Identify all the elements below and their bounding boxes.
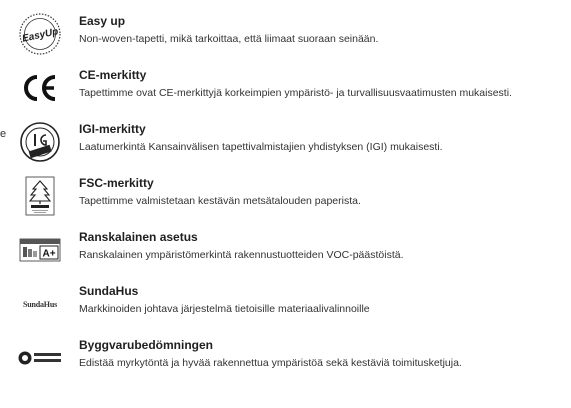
certification-item-fsc [18,174,563,228]
certification-item-ce [18,66,563,120]
certification-item-french-regulation [18,228,563,282]
byggvarubedomningen-logo-icon [18,336,62,380]
certification-title: FSC-merkitty [79,176,154,190]
certification-description: Tapettimme ovat CE-merkittyjä korkeimpien ympäristö- ja turvallisuusvaatimusten mukaisesti. [79,87,512,99]
certification-item-byggvarubedomningen [18,336,563,390]
easyup-logo-icon [18,12,62,56]
certification-description: Tapettimme valmistetaan kestävän metsätalouden paperista. [79,195,361,207]
sundahus-logo-icon [18,282,62,326]
french-voc-a-plus-label-icon [18,228,62,272]
a-plus-label-text: A+ [42,248,56,260]
certification-description: Ranskalainen ympäristömerkintä rakennustuotteiden VOC-päästöistä. [79,249,404,261]
certification-title: SundaHus [79,284,139,298]
fsc-tree-logo-icon [18,174,62,218]
certification-description: Markkinoiden johtava järjestelmä tietoisille materiaalivalinnoille [79,303,370,315]
igi-quality-seal-icon [18,120,62,164]
certification-description: Edistää myrkytöntä ja hyvää rakennettua ympäristöä sekä kestäviä toimitusketjuja. [79,357,462,369]
certification-description: Laatumerkintä Kansainvälisen tapettivalmistajien yhdistyksen (IGI) mukaisesti. [79,141,443,153]
certification-title: Byggvarubedömningen [79,338,214,352]
certification-title: Easy up [79,14,126,28]
certification-list [18,12,563,390]
easyup-logo-text: EasyUp [21,26,60,45]
sundahus-logo-text: SundaHus [23,299,57,309]
ce-mark-icon [18,66,62,110]
certification-item-igi [18,120,563,174]
certification-item-easy-up [18,12,563,66]
certification-title: IGI-merkitty [79,122,146,136]
certification-title: CE-merkitty [79,68,147,82]
certification-description: Non-woven-tapetti, mikä tarkoittaa, että liimaat suoraan seinään. [79,33,379,45]
cut-off-text-fragment: e [0,128,7,140]
certification-title: Ranskalainen asetus [79,230,198,244]
certification-item-sundahus [18,282,563,336]
